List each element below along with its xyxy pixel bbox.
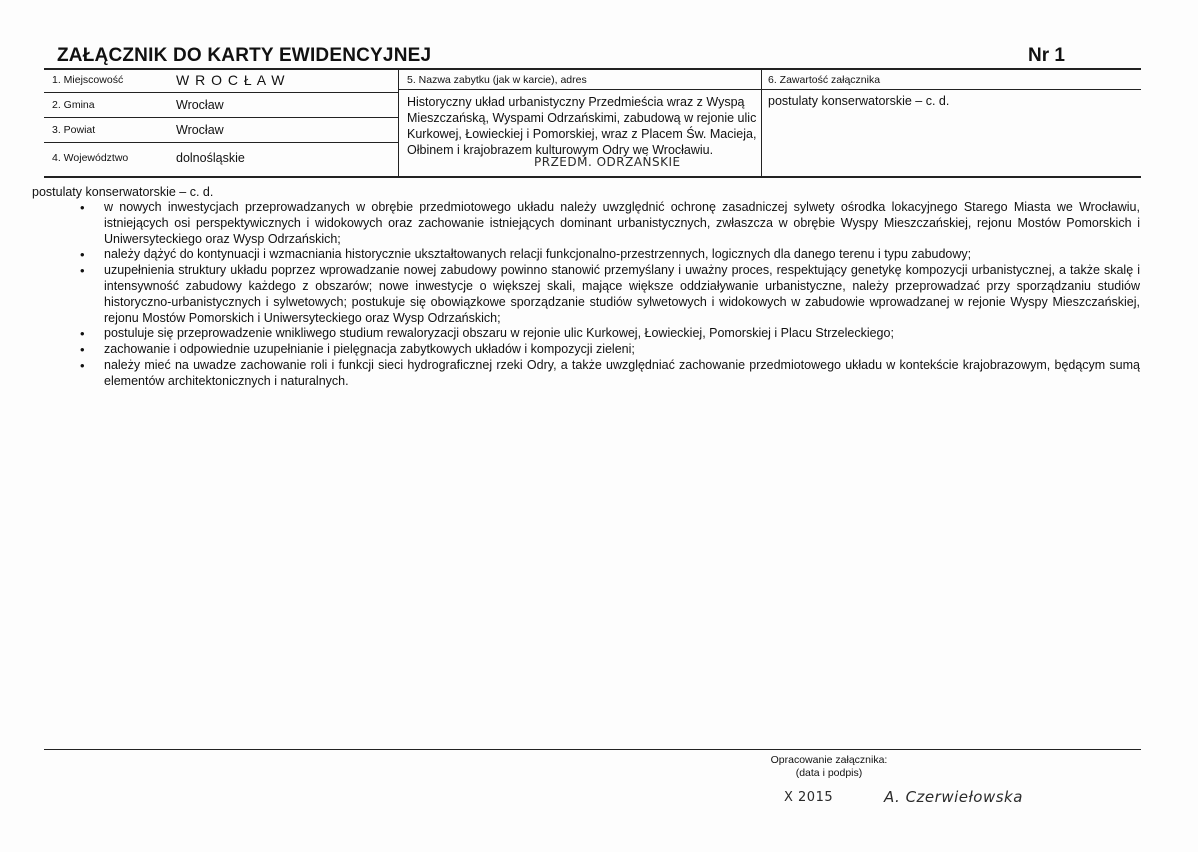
- contents-value: postulaty konserwatorskie – c. d.: [768, 94, 950, 108]
- signature: A. Czerwiełowska: [884, 788, 1023, 806]
- column-divider-1: [398, 68, 399, 177]
- contents-header-divider: [761, 89, 1141, 90]
- attachment-number: Nr 1: [1028, 45, 1065, 66]
- list-item: • należy mieć na uwadze zachowanie roli i funkcji sieci hydrograficznej rzeki Odry, a także uwzględniać zachowanie przedmiotowego układu w kontekście krajobrazowym, będącym sumą elementów architektonicznych i naturalnych.: [80, 358, 1140, 390]
- list-item: • należy dążyć do kontynuacji i wzmacniania historycznie ukształtowanych relacji funkcjonalno-przestrzennych, logicznych dla danego terenu i typu zabudowy;: [80, 247, 1140, 263]
- footer-rule: [44, 749, 1141, 750]
- commune-value: Wrocław: [176, 98, 224, 112]
- row-divider-3: [44, 142, 399, 143]
- monument-label: 5. Nazwa zabytku (jak w karcie), adres: [407, 74, 587, 86]
- content-intro: postulaty konserwatorskie – c. d.: [32, 185, 214, 199]
- name-header-divider: [398, 89, 762, 90]
- list-item: • zachowanie i odpowiednie uzupełnianie i pielęgnacja zabytkowych układów i kompozycji zieleni;: [80, 342, 1140, 358]
- list-item: • uzupełnienia struktury układu poprzez wprowadzanie nowej zabudowy powinno stanowić przemyślany i uważny proces, respektujący genetykę kompozycji urbanistycznej, a także skalę i intensywność zabudowy każdego z obszarów; nowe inwestycje o większej skali, mające większe oddziaływanie urbanistyczne, należy przeprowadzać przy sporządzaniu studiów historyczno-urbanistycznych i sylwetowych; postukuje się obowiązkowe sporządzanie studiów sylwetowych i widokowych w zabudowie wprowadzanej w rejonie Wyspy Mieszczańskiej, rejonu Mostów Pomorskich i Uniwersyteckiego oraz Wysp Odrzańskich;: [80, 263, 1140, 326]
- handwritten-date: X 2015: [784, 790, 834, 805]
- monument-name: [407, 94, 757, 158]
- row-divider-1: [44, 92, 399, 93]
- contents-label: 6. Zawartość załącznika: [768, 74, 881, 86]
- prepared-by-text: Opracowanie załącznika:: [770, 754, 888, 766]
- voivodeship-label: 4. Województwo: [52, 152, 129, 164]
- district-label: 3. Powiat: [52, 124, 96, 136]
- monument-name-text: Historyczny układ urbanistyczny Przedmieścia wraz z Wyspą Mieszczańską, Wyspami Odrzańskimi, zabudową w rejonie ulic Kurkowej, Łowieckiej i Pomorskiej, wraz z Placem Św. Macieja, Ołbinem i krajobrazem kulturowym Odry we Wrocławiu.: [407, 95, 757, 157]
- locality-label: 1. Miejscowość: [52, 74, 124, 86]
- list-item: • w nowych inwestycjach przeprowadzanych w obrębie przedmiotowego układu należy uwzględnić ochronę zasadniczej sylwety ośrodka lokacyjnego Starego Miasta we Wrocławiu, istniejących osi perspektywicznych i widokowych oraz zachowanie istniejących dominant urbanistycznych, zwłaszcza w obrębie Wyspy Mieszczańskiej, rejonu Mostów Pomorskich i Uniwersyteckiego oraz Wysp Odrzańskich;: [80, 200, 1140, 247]
- table-bottom-border: [44, 176, 1141, 178]
- prepared-by-label: [762, 754, 896, 779]
- recommendations-list: [80, 200, 1140, 390]
- table-top-border: [44, 68, 1141, 70]
- list-item: • postuluje się przeprowadzenie wnikliwego studium rewaloryzacji obszaru w rejonie ulic Kurkowej, Łowieckiej, Pomorskiej i Placu Strzeleckiego;: [80, 326, 1140, 342]
- locality-value: W R O C Ł A W: [176, 72, 286, 88]
- row-divider-2: [44, 117, 399, 118]
- handwritten-note: PRZEDM. ODRZAŃSKIE: [534, 155, 681, 169]
- attachment-title: ZAŁĄCZNIK DO KARTY EWIDENCYJNEJ: [57, 45, 432, 66]
- commune-label: 2. Gmina: [52, 99, 95, 111]
- voivodeship-value: dolnośląskie: [176, 151, 245, 165]
- date-signature-hint: (data i podpis): [795, 766, 863, 779]
- district-value: Wrocław: [176, 123, 224, 137]
- signature-block: [760, 786, 1060, 816]
- column-divider-2: [761, 68, 762, 177]
